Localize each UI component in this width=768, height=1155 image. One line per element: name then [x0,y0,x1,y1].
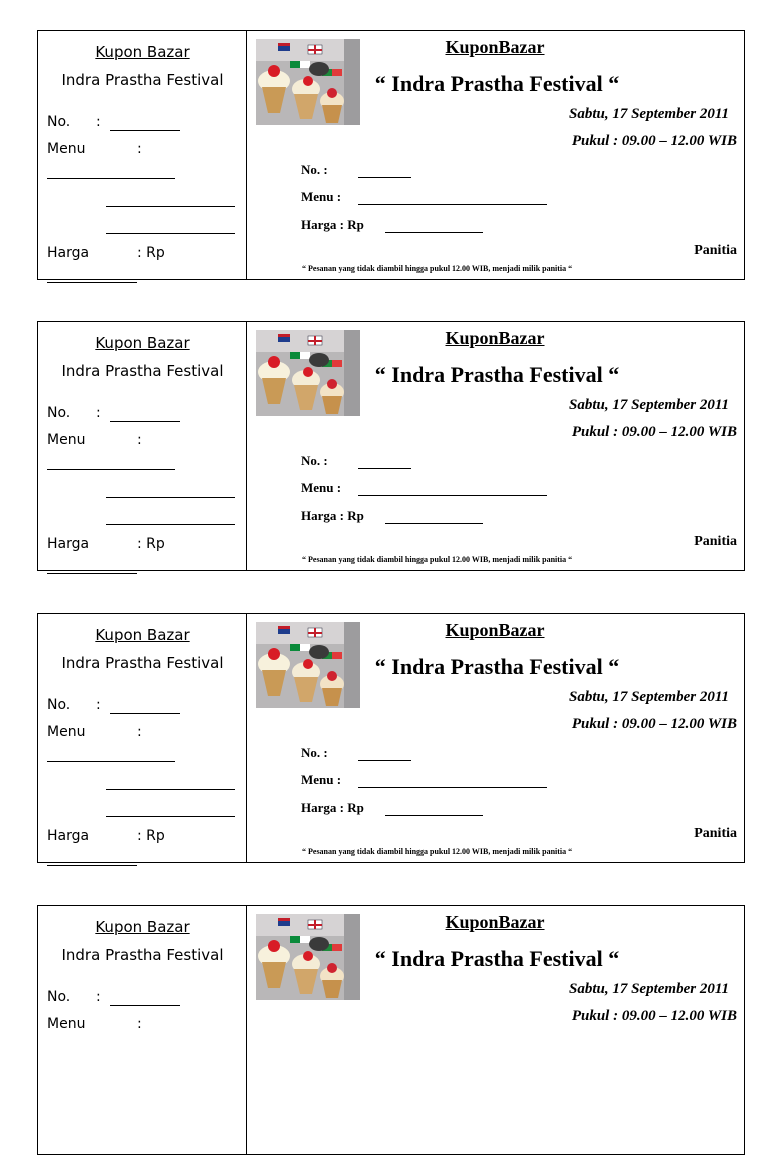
coupon-main [247,906,746,1154]
stub-festival-name: Indra Prastha Festival [61,71,224,89]
stub-menu-blank [47,178,175,179]
stub-no-label: No. [47,989,71,1005]
stub-harga-label: Harga [47,536,90,552]
stub-festival-name: Indra Prastha Festival [61,654,224,672]
stub-menu-label: Menu [47,432,86,448]
main-harga-blank [385,523,483,524]
stub-menu-blank [106,206,235,207]
stub-menu-blank [106,789,235,790]
coupon-stub [38,614,247,862]
stub-menu-label: Menu [47,724,86,740]
stub-harga-label: Harga [47,245,90,261]
main-festival-name: “ Indra Prastha Festival “ [374,362,620,387]
panitia-label: Panitia [694,534,737,549]
event-time: Pukul : 09.00 – 12.00 WIB [571,1008,737,1024]
main-title: KuponBazar [445,912,545,932]
stub-no-label: No. [47,697,71,713]
event-date: Sabtu, 17 September 2011 [568,689,729,705]
stub-no-blank [110,421,180,422]
main-festival-name: “ Indra Prastha Festival “ [374,946,620,971]
pickup-note: “ Pesanan yang tidak diambil hingga pukul 12.00 WIB, menjadi milik panitia “ [302,847,573,856]
main-title: KuponBazar [445,620,545,640]
cupcakes-photo [256,914,360,1000]
stub-title: Kupon Bazar [95,43,190,61]
main-menu-blank [358,787,547,788]
main-no-blank [358,760,411,761]
main-harga-label: Harga : Rp [301,217,364,232]
main-harga-label: Harga : Rp [301,800,364,815]
coupon-stub [38,31,247,279]
coupon-2 [37,321,745,571]
panitia-label: Panitia [694,826,737,841]
stub-menu-colon: : [137,432,142,448]
stub-harga-currency: : Rp [137,536,165,552]
event-time: Pukul : 09.00 – 12.00 WIB [571,424,737,440]
main-menu-label: Menu : [301,772,342,787]
main-title: KuponBazar [445,37,545,57]
stub-menu-blank [47,761,175,762]
main-menu-blank [358,204,547,205]
stub-no-blank [110,130,180,131]
stub-menu-colon: : [137,141,142,157]
stub-menu-blank [106,524,235,525]
stub-menu-colon: : [137,724,142,740]
stub-harga-blank [47,282,137,283]
stub-no-label: No. [47,114,71,130]
main-no-blank [358,468,411,469]
main-harga-label: Harga : Rp [301,508,364,523]
stub-menu-blank [106,233,235,234]
main-menu-label: Menu : [301,189,342,204]
stub-menu-colon: : [137,1016,142,1032]
main-no-label: No. : [301,745,328,760]
main-festival-name: “ Indra Prastha Festival “ [374,654,620,679]
stub-no-blank [110,713,180,714]
stub-harga-currency: : Rp [137,828,165,844]
stub-no-colon: : [96,405,101,421]
stub-title: Kupon Bazar [95,918,190,936]
stub-menu-blank [106,816,235,817]
stub-title: Kupon Bazar [95,626,190,644]
stub-menu-blank [47,469,175,470]
main-harga-blank [385,815,483,816]
event-time: Pukul : 09.00 – 12.00 WIB [571,716,737,732]
stub-title: Kupon Bazar [95,334,190,352]
stub-harga-label: Harga [47,828,90,844]
coupon-stub [38,322,247,570]
stub-no-label: No. [47,405,71,421]
pickup-note: “ Pesanan yang tidak diambil hingga pukul 12.00 WIB, menjadi milik panitia “ [302,264,573,273]
coupon-main [247,322,746,570]
coupon-stub [38,906,247,1154]
event-date: Sabtu, 17 September 2011 [568,397,729,413]
coupon-4 [37,905,745,1155]
stub-menu-blank [106,497,235,498]
stub-harga-blank [47,865,137,866]
main-no-label: No. : [301,162,328,177]
stub-no-colon: : [96,989,101,1005]
main-title: KuponBazar [445,328,545,348]
stub-menu-label: Menu [47,1016,86,1032]
coupon-main [247,614,746,862]
stub-harga-blank [47,573,137,574]
stub-no-blank [110,1005,180,1006]
panitia-label: Panitia [694,243,737,258]
main-no-blank [358,177,411,178]
main-menu-label: Menu : [301,480,342,495]
stub-no-colon: : [96,697,101,713]
cupcakes-photo [256,330,360,416]
main-festival-name: “ Indra Prastha Festival “ [374,71,620,96]
pickup-note: “ Pesanan yang tidak diambil hingga pukul 12.00 WIB, menjadi milik panitia “ [302,555,573,564]
stub-festival-name: Indra Prastha Festival [61,946,224,964]
coupon-1 [37,30,745,280]
event-date: Sabtu, 17 September 2011 [568,981,729,997]
stub-harga-currency: : Rp [137,245,165,261]
main-menu-blank [358,495,547,496]
event-date: Sabtu, 17 September 2011 [568,106,729,122]
coupon-3 [37,613,745,863]
stub-festival-name: Indra Prastha Festival [61,362,224,380]
cupcakes-photo [256,622,360,708]
event-time: Pukul : 09.00 – 12.00 WIB [571,133,737,149]
stub-menu-label: Menu [47,141,86,157]
main-no-label: No. : [301,453,328,468]
stub-no-colon: : [96,114,101,130]
cupcakes-photo [256,39,360,125]
coupon-main [247,31,746,279]
main-harga-blank [385,232,483,233]
